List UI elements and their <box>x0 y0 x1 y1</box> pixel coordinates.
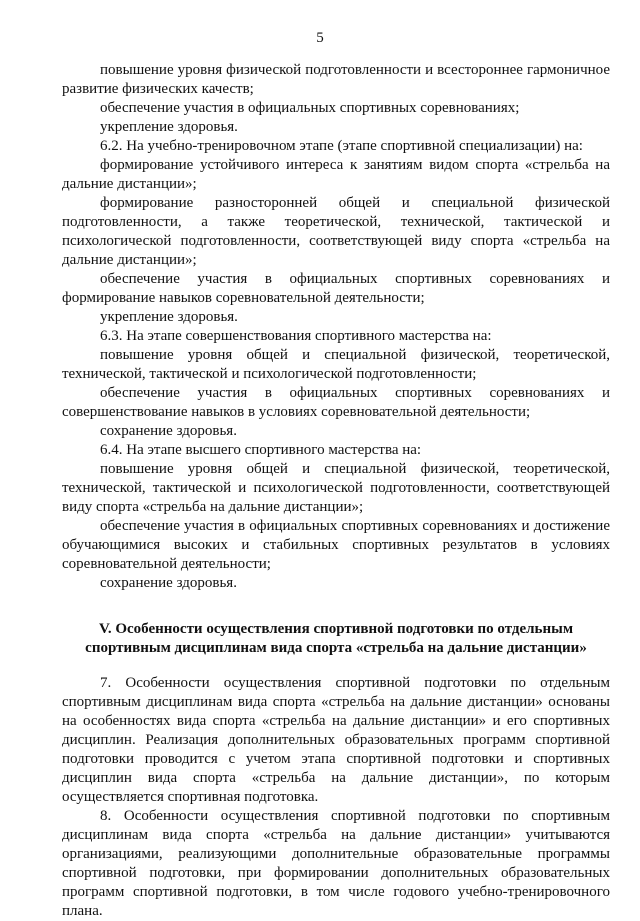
paragraph: 7. Особенности осуществления спортивной подготовки по отдельным спортивным дисциплинам вида спорта «стрельба на дальние дистанции» основаны на особенностях вида спорта «стрельба на дальние дистанции» и его спортивных дисциплин. Реализация дополнительных образовательных программ спортивной подготовки проводится с учетом этапа спортивной подготовки и спортивных дисциплин вида спорта «стрельба на дальние дистанции», по которым осуществляется спортивная подготовка. <box>62 675 610 805</box>
paragraph: формирование устойчивого интереса к занятиям видом спорта «стрельба на дальние дистанции»; <box>62 157 610 192</box>
paragraph: повышение уровня общей и специальной физической, теоретической, технической, тактической и психологической подготовленности, соответствующей виду спорта «стрельба на дальние дистанции»; <box>62 461 610 515</box>
paragraph: 8. Особенности осуществления спортивной подготовки по спортивным дисциплинам вида спорта «стрельба на дальние дистанции» учитываются организациями, реализующими дополнительные образовательные программы спортивной подготовки, при формировании дополнительных образовательных программ спортивной подготовки, в том числе годового учебно-тренировочного плана. <box>62 808 610 919</box>
paragraph: 6.2. На учебно-тренировочном этапе (этапе спортивной специализации) на: <box>100 138 583 154</box>
paragraph: повышение уровня общей и специальной физической, теоретической, технической, тактической и психологической подготовленности; <box>62 347 610 382</box>
paragraph: формирование разносторонней общей и специальной физической подготовленности, а также теоретической, технической, тактической и психологической подготовленности, соответствующей виду спорта «стрельба на дальние дистанции»; <box>62 195 610 268</box>
paragraph: укрепление здоровья. <box>100 309 238 325</box>
document-body <box>62 61 610 921</box>
paragraph: повышение уровня физической подготовленности и всестороннее гармоничное развитие физических качеств; <box>62 62 610 97</box>
paragraph: сохранение здоровья. <box>100 575 237 591</box>
paragraph: обеспечение участия в официальных спортивных соревнованиях и формирование навыков соревновательной деятельности; <box>62 271 610 306</box>
section-heading <box>62 620 610 658</box>
paragraph: 6.4. На этапе высшего спортивного мастерства на: <box>100 442 422 458</box>
section-heading-line: спортивным дисциплинам вида спорта «стрельба на дальние дистанции» <box>85 640 587 656</box>
paragraph: обеспечение участия в официальных спортивных соревнованиях и достижение обучающимися высоких и стабильных спортивных результатов в условиях соревновательной деятельности; <box>62 518 610 572</box>
page-number: 5 <box>316 30 324 46</box>
paragraph: 6.3. На этапе совершенствования спортивного мастерства на: <box>100 328 492 344</box>
paragraph: сохранение здоровья. <box>100 423 237 439</box>
paragraph: укрепление здоровья. <box>100 119 238 135</box>
paragraph: обеспечение участия в официальных спортивных соревнованиях и совершенствование навыков в условиях соревновательной деятельности; <box>62 385 610 420</box>
section-heading-line: V. Особенности осуществления спортивной подготовки по отдельным <box>98 621 574 637</box>
paragraph: обеспечение участия в официальных спортивных соревнованиях; <box>100 100 520 116</box>
